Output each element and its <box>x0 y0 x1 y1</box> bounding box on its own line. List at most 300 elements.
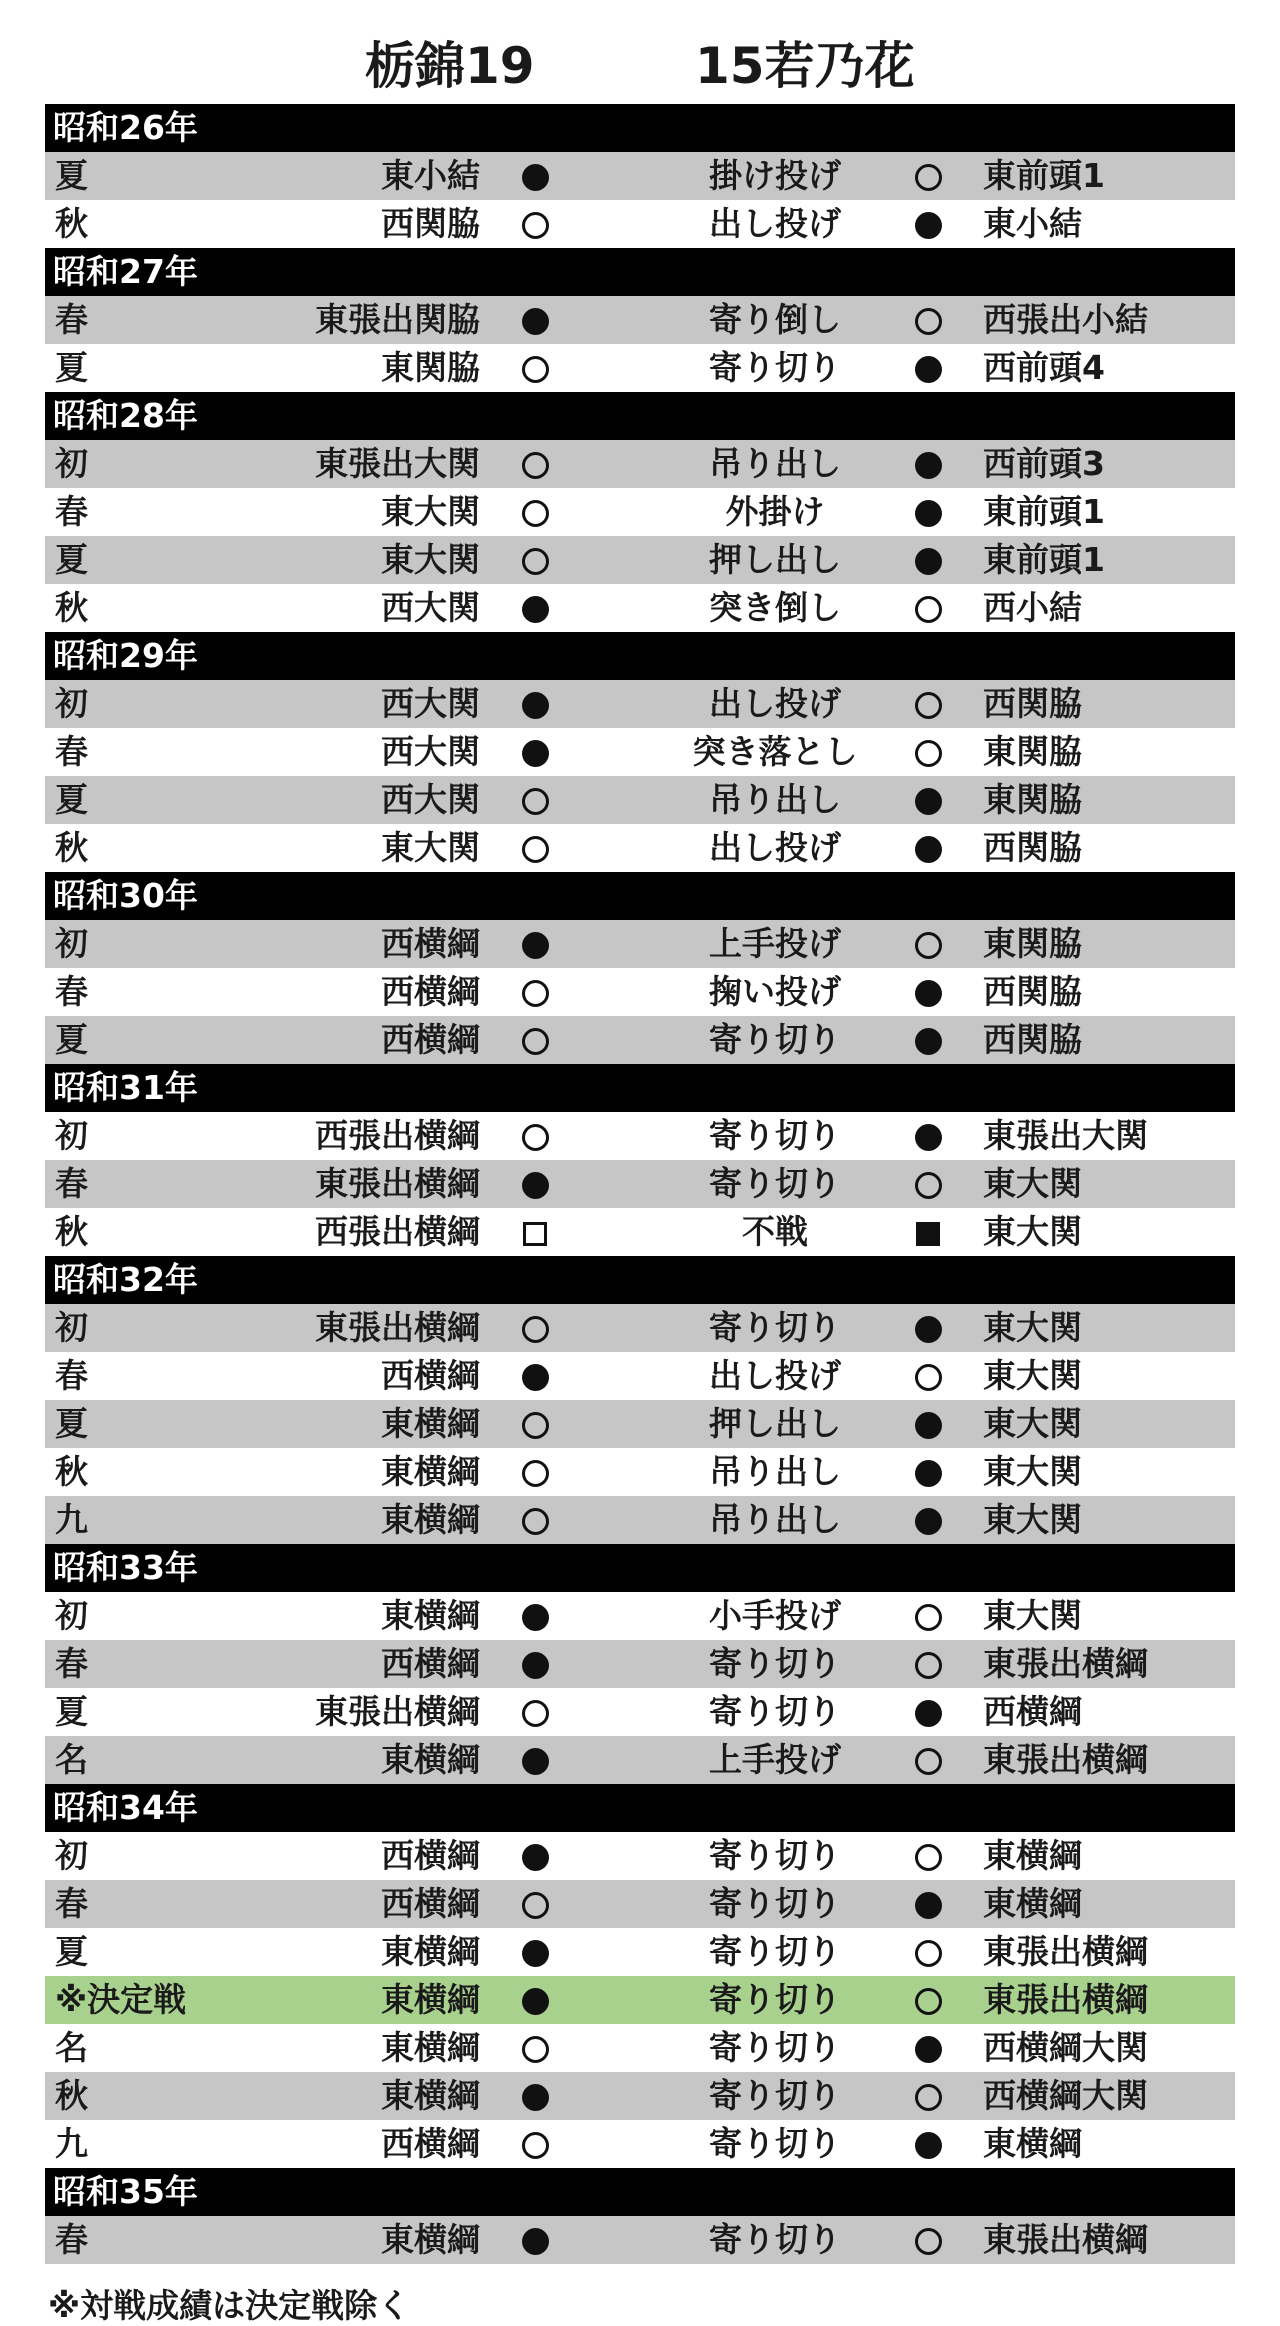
kimarite: 寄り切り <box>709 348 841 387</box>
left-rank: 西横綱 <box>381 1356 480 1395</box>
basho-season: 名 <box>55 2028 88 2067</box>
right-rank: 東小結 <box>983 204 1082 243</box>
right-result-icon <box>915 596 942 623</box>
right-rank: 西関脇 <box>983 828 1082 867</box>
left-result-icon <box>522 1844 549 1871</box>
right-result-icon <box>915 2084 942 2111</box>
left-result-icon <box>522 596 549 623</box>
left-result-cell <box>515 1976 555 2024</box>
left-result-cell <box>515 1640 555 1688</box>
left-rank: 東大関 <box>381 540 480 579</box>
bout-row <box>45 1304 1235 1352</box>
left-result-cell <box>515 344 555 392</box>
left-result-icon <box>522 1700 549 1727</box>
footnote: ※対戦成績は決定戦除く <box>48 2286 411 2325</box>
basho-season: 夏 <box>55 1020 88 1059</box>
right-result-cell <box>908 488 948 536</box>
right-rank: 西前頭3 <box>983 444 1105 483</box>
left-result-cell <box>515 920 555 968</box>
left-result-icon <box>522 1988 549 2015</box>
left-result-icon <box>522 788 549 815</box>
right-result-cell <box>908 1208 948 1256</box>
left-rank: 東張出横綱 <box>315 1692 480 1731</box>
right-rank: 東大関 <box>983 1356 1082 1395</box>
left-result-cell <box>515 2120 555 2168</box>
right-result-icon <box>915 1892 942 1919</box>
right-result-icon <box>915 1412 942 1439</box>
left-rank: 西横綱 <box>381 1836 480 1875</box>
right-result-icon <box>915 2132 942 2159</box>
bout-row <box>45 1352 1235 1400</box>
basho-season: 初 <box>55 1308 88 1347</box>
left-rank: 東張出大関 <box>315 444 480 483</box>
basho-season: 春 <box>55 972 88 1011</box>
basho-season: 春 <box>55 1164 88 1203</box>
left-result-icon <box>522 1316 549 1343</box>
left-result-cell <box>515 2072 555 2120</box>
bout-row <box>45 1448 1235 1496</box>
left-result-icon <box>522 1940 549 1967</box>
kimarite: 小手投げ <box>709 1596 841 1635</box>
left-rank: 東横綱 <box>381 2028 480 2067</box>
bout-row <box>45 920 1235 968</box>
left-result-icon <box>522 452 549 479</box>
right-rank: 東前頭1 <box>983 540 1105 579</box>
basho-season: 夏 <box>55 1932 88 1971</box>
left-result-cell <box>515 968 555 1016</box>
left-result-cell <box>515 1160 555 1208</box>
right-result-cell <box>908 1016 948 1064</box>
bout-row <box>45 440 1235 488</box>
left-result-cell <box>515 296 555 344</box>
left-result-icon <box>522 548 549 575</box>
right-result-cell <box>908 296 948 344</box>
left-rank: 西横綱 <box>381 924 480 963</box>
bout-row <box>45 1736 1235 1784</box>
kimarite: 上手投げ <box>709 1740 841 1779</box>
kimarite: 寄り切り <box>709 1932 841 1971</box>
right-rank: 西前頭4 <box>983 348 1105 387</box>
left-result-cell <box>515 536 555 584</box>
bout-row <box>45 296 1235 344</box>
right-rank: 東張出横綱 <box>983 1932 1148 1971</box>
right-rank: 西横綱 <box>983 1692 1082 1731</box>
right-rank: 東前頭1 <box>983 492 1105 531</box>
kimarite: 吊り出し <box>709 1500 841 1539</box>
kimarite: 寄り切り <box>709 1836 841 1875</box>
right-result-cell <box>908 2216 948 2264</box>
basho-season: 秋 <box>55 2076 88 2115</box>
left-result-icon <box>522 1124 549 1151</box>
kimarite: 不戦 <box>742 1212 808 1251</box>
kimarite: 出し投げ <box>709 684 841 723</box>
right-rank: 東大関 <box>983 1596 1082 1635</box>
left-result-icon <box>522 1172 549 1199</box>
left-result-cell <box>515 1304 555 1352</box>
left-rank: 東関脇 <box>381 348 480 387</box>
kimarite: 寄り切り <box>709 2220 841 2259</box>
left-rank: 東横綱 <box>381 1932 480 1971</box>
left-result-cell <box>515 1928 555 1976</box>
left-rank: 東小結 <box>381 156 480 195</box>
right-rank: 東大関 <box>983 1212 1082 1251</box>
right-result-icon <box>915 356 942 383</box>
right-rank: 東張出横綱 <box>983 1644 1148 1683</box>
kimarite: 掛け投げ <box>709 156 841 195</box>
right-result-icon <box>915 2228 942 2255</box>
year-header-row <box>45 104 1235 152</box>
right-result-cell <box>908 728 948 776</box>
left-result-cell <box>515 1208 555 1256</box>
right-result-icon <box>915 836 942 863</box>
right-result-cell <box>908 1496 948 1544</box>
right-result-icon <box>915 1028 942 1055</box>
right-result-cell <box>908 680 948 728</box>
right-rank: 東張出大関 <box>983 1116 1148 1155</box>
kimarite: 突き落とし <box>692 732 858 771</box>
year-label: 昭和28年 <box>53 396 198 435</box>
kimarite: 吊り出し <box>709 444 841 483</box>
bout-row <box>45 1880 1235 1928</box>
basho-season: 初 <box>55 924 88 963</box>
kimarite: 寄り切り <box>709 2124 841 2163</box>
right-result-icon <box>915 308 942 335</box>
basho-season: 春 <box>55 2220 88 2259</box>
year-header-row <box>45 632 1235 680</box>
right-rank: 西関脇 <box>983 1020 1082 1059</box>
left-rank: 西大関 <box>381 588 480 627</box>
bout-row <box>45 2216 1235 2264</box>
right-result-cell <box>908 1304 948 1352</box>
kimarite: 寄り切り <box>709 1164 841 1203</box>
right-result-cell <box>908 2024 948 2072</box>
basho-season: 春 <box>55 1644 88 1683</box>
basho-season: 初 <box>55 444 88 483</box>
right-result-cell <box>908 920 948 968</box>
left-result-icon <box>522 692 549 719</box>
basho-season: 初 <box>55 1596 88 1635</box>
kimarite: 外掛け <box>725 492 825 531</box>
right-rank: 東関脇 <box>983 732 1082 771</box>
left-result-cell <box>515 1016 555 1064</box>
basho-season: 春 <box>55 300 88 339</box>
left-rank: 東張出関脇 <box>315 300 480 339</box>
year-header-row <box>45 1064 1235 1112</box>
right-result-icon <box>915 452 942 479</box>
bout-row <box>45 536 1235 584</box>
year-label: 昭和26年 <box>53 108 198 147</box>
left-rank: 東大関 <box>381 492 480 531</box>
year-header-row <box>45 1784 1235 1832</box>
year-header-row <box>45 872 1235 920</box>
year-label: 昭和34年 <box>53 1788 198 1827</box>
left-result-cell <box>515 1592 555 1640</box>
left-result-cell <box>515 584 555 632</box>
year-label: 昭和30年 <box>53 876 198 915</box>
right-result-icon <box>915 1172 942 1199</box>
basho-season: 夏 <box>55 348 88 387</box>
right-result-cell <box>908 1448 948 1496</box>
year-header-row <box>45 2168 1235 2216</box>
left-result-icon <box>522 1748 549 1775</box>
left-result-cell <box>515 1352 555 1400</box>
year-label: 昭和33年 <box>53 1548 198 1587</box>
right-result-cell <box>908 968 948 1016</box>
basho-season: 名 <box>55 1740 88 1779</box>
left-result-cell <box>515 776 555 824</box>
left-wrestler-name: 栃錦19 <box>365 37 535 95</box>
right-rank: 西横綱大関 <box>983 2076 1148 2115</box>
left-result-cell <box>515 2024 555 2072</box>
left-rank: 西横綱 <box>381 1884 480 1923</box>
right-rank: 西関脇 <box>983 684 1082 723</box>
right-result-icon <box>915 1700 942 1727</box>
bout-row <box>45 1400 1235 1448</box>
left-result-cell <box>515 680 555 728</box>
left-result-icon <box>522 1892 549 1919</box>
left-rank: 東横綱 <box>381 1596 480 1635</box>
basho-season: 夏 <box>55 780 88 819</box>
left-result-cell <box>515 488 555 536</box>
right-result-cell <box>908 1880 948 1928</box>
basho-season: 春 <box>55 492 88 531</box>
right-rank: 東横綱 <box>983 2124 1082 2163</box>
left-rank: 西横綱 <box>381 1644 480 1683</box>
left-result-icon <box>522 2132 549 2159</box>
right-result-icon <box>915 1460 942 1487</box>
bout-row <box>45 1832 1235 1880</box>
right-result-cell <box>908 1352 948 1400</box>
left-rank: 西横綱 <box>381 972 480 1011</box>
right-rank: 東張出横綱 <box>983 2220 1148 2259</box>
bout-row <box>45 488 1235 536</box>
right-rank: 東大関 <box>983 1404 1082 1443</box>
left-result-icon <box>522 2228 549 2255</box>
bout-row <box>45 824 1235 872</box>
kimarite: 押し出し <box>709 1404 841 1443</box>
year-header-row <box>45 392 1235 440</box>
right-result-cell <box>908 440 948 488</box>
basho-season: ※決定戦 <box>55 1980 187 2019</box>
bout-row <box>45 2072 1235 2120</box>
right-rank: 東張出横綱 <box>983 1980 1148 2019</box>
year-label: 昭和32年 <box>53 1260 198 1299</box>
basho-season: 秋 <box>55 1212 88 1251</box>
kimarite: 吊り出し <box>709 780 841 819</box>
left-rank: 西横綱 <box>381 2124 480 2163</box>
right-rank: 東大関 <box>983 1452 1082 1491</box>
basho-season: 春 <box>55 1884 88 1923</box>
kimarite: 寄り切り <box>709 1020 841 1059</box>
kimarite: 寄り切り <box>709 2028 841 2067</box>
kimarite: 寄り切り <box>709 1308 841 1347</box>
left-result-cell <box>515 1736 555 1784</box>
left-result-cell <box>515 152 555 200</box>
basho-season: 春 <box>55 732 88 771</box>
left-result-icon <box>522 980 549 1007</box>
bout-row <box>45 1640 1235 1688</box>
left-result-cell <box>515 824 555 872</box>
left-result-icon <box>522 500 549 527</box>
header-row <box>0 22 1280 110</box>
right-result-icon <box>915 1604 942 1631</box>
right-result-icon <box>915 1940 942 1967</box>
left-rank: 東大関 <box>381 828 480 867</box>
left-rank: 東横綱 <box>381 1452 480 1491</box>
year-header-row <box>45 1544 1235 1592</box>
right-result-icon <box>916 1222 940 1246</box>
right-result-cell <box>908 1736 948 1784</box>
left-rank: 西横綱 <box>381 1020 480 1059</box>
left-result-icon <box>523 1222 547 1246</box>
right-result-cell <box>908 200 948 248</box>
right-result-cell <box>908 584 948 632</box>
right-result-icon <box>915 1844 942 1871</box>
left-rank: 西大関 <box>381 780 480 819</box>
left-result-cell <box>515 1832 555 1880</box>
right-result-icon <box>915 932 942 959</box>
year-label: 昭和31年 <box>53 1068 198 1107</box>
right-result-icon <box>915 1652 942 1679</box>
playoff-bout-row <box>45 1976 1235 2024</box>
right-result-icon <box>915 1316 942 1343</box>
left-result-cell <box>515 1496 555 1544</box>
right-rank: 東横綱 <box>983 1884 1082 1923</box>
left-result-cell <box>515 728 555 776</box>
right-result-cell <box>908 824 948 872</box>
basho-season: 秋 <box>55 828 88 867</box>
right-result-cell <box>908 2072 948 2120</box>
right-rank: 東大関 <box>983 1500 1082 1539</box>
basho-season: 秋 <box>55 204 88 243</box>
basho-season: 秋 <box>55 588 88 627</box>
right-result-cell <box>908 152 948 200</box>
bout-row <box>45 680 1235 728</box>
right-result-cell <box>908 1928 948 1976</box>
right-result-icon <box>915 2036 942 2063</box>
bout-row <box>45 200 1235 248</box>
year-label: 昭和27年 <box>53 252 198 291</box>
right-result-icon <box>915 500 942 527</box>
right-result-icon <box>915 1508 942 1535</box>
left-result-cell <box>515 1448 555 1496</box>
right-rank: 東前頭1 <box>983 156 1105 195</box>
right-result-cell <box>908 1976 948 2024</box>
bout-row <box>45 1016 1235 1064</box>
left-result-icon <box>522 1652 549 1679</box>
left-result-cell <box>515 2216 555 2264</box>
bout-row <box>45 728 1235 776</box>
left-rank: 東横綱 <box>381 1404 480 1443</box>
right-rank: 東張出横綱 <box>983 1740 1148 1779</box>
kimarite: 出し投げ <box>709 828 841 867</box>
bout-row <box>45 1112 1235 1160</box>
left-result-icon <box>522 1604 549 1631</box>
basho-season: 初 <box>55 1836 88 1875</box>
left-rank: 西張出横綱 <box>315 1212 480 1251</box>
basho-season: 夏 <box>55 540 88 579</box>
left-result-icon <box>522 308 549 335</box>
right-wrestler-name: 15若乃花 <box>695 37 915 95</box>
kimarite: 寄り切り <box>709 1644 841 1683</box>
right-result-cell <box>908 1400 948 1448</box>
left-result-icon <box>522 356 549 383</box>
left-rank: 東張出横綱 <box>315 1164 480 1203</box>
left-result-cell <box>515 1400 555 1448</box>
kimarite: 寄り切り <box>709 2076 841 2115</box>
left-result-cell <box>515 440 555 488</box>
basho-season: 夏 <box>55 1692 88 1731</box>
bout-row <box>45 1688 1235 1736</box>
year-label: 昭和35年 <box>53 2172 198 2211</box>
right-result-cell <box>908 1640 948 1688</box>
bout-row <box>45 1208 1235 1256</box>
left-rank: 東横綱 <box>381 1980 480 2019</box>
left-rank: 東横綱 <box>381 2076 480 2115</box>
year-header-row <box>45 248 1235 296</box>
right-rank: 西関脇 <box>983 972 1082 1011</box>
left-result-icon <box>522 2084 549 2111</box>
left-rank: 東張出横綱 <box>315 1308 480 1347</box>
right-rank: 東関脇 <box>983 924 1082 963</box>
left-result-icon <box>522 1508 549 1535</box>
bout-row <box>45 968 1235 1016</box>
right-result-cell <box>908 536 948 584</box>
left-result-icon <box>522 1364 549 1391</box>
left-result-cell <box>515 1880 555 1928</box>
kimarite: 掬い投げ <box>709 972 841 1011</box>
bout-row <box>45 1928 1235 1976</box>
basho-season: 初 <box>55 1116 88 1155</box>
left-rank: 東横綱 <box>381 1500 480 1539</box>
basho-season: 春 <box>55 1356 88 1395</box>
left-result-icon <box>522 2036 549 2063</box>
kimarite: 突き倒し <box>709 588 841 627</box>
bout-record-table <box>45 104 1235 2264</box>
left-result-cell <box>515 1112 555 1160</box>
kimarite: 寄り切り <box>709 1692 841 1731</box>
left-result-icon <box>522 1412 549 1439</box>
right-result-cell <box>908 1832 948 1880</box>
right-result-icon <box>915 1364 942 1391</box>
right-result-cell <box>908 2120 948 2168</box>
right-result-cell <box>908 1688 948 1736</box>
right-result-icon <box>915 1124 942 1151</box>
right-result-cell <box>908 776 948 824</box>
year-label: 昭和29年 <box>53 636 198 675</box>
kimarite: 寄り切り <box>709 1980 841 2019</box>
bout-row <box>45 344 1235 392</box>
right-rank: 東関脇 <box>983 780 1082 819</box>
bout-row <box>45 584 1235 632</box>
right-result-icon <box>915 788 942 815</box>
right-result-icon <box>915 692 942 719</box>
right-result-icon <box>915 980 942 1007</box>
left-result-cell <box>515 200 555 248</box>
right-result-cell <box>908 1160 948 1208</box>
right-rank: 西小結 <box>983 588 1082 627</box>
basho-season: 九 <box>55 2124 88 2163</box>
kimarite: 出し投げ <box>709 1356 841 1395</box>
right-result-icon <box>915 212 942 239</box>
kimarite: 寄り切り <box>709 1116 841 1155</box>
kimarite: 出し投げ <box>709 204 841 243</box>
right-result-cell <box>908 344 948 392</box>
basho-season: 夏 <box>55 1404 88 1443</box>
left-rank: 西張出横綱 <box>315 1116 480 1155</box>
right-rank: 西横綱大関 <box>983 2028 1148 2067</box>
right-rank: 東横綱 <box>983 1836 1082 1875</box>
